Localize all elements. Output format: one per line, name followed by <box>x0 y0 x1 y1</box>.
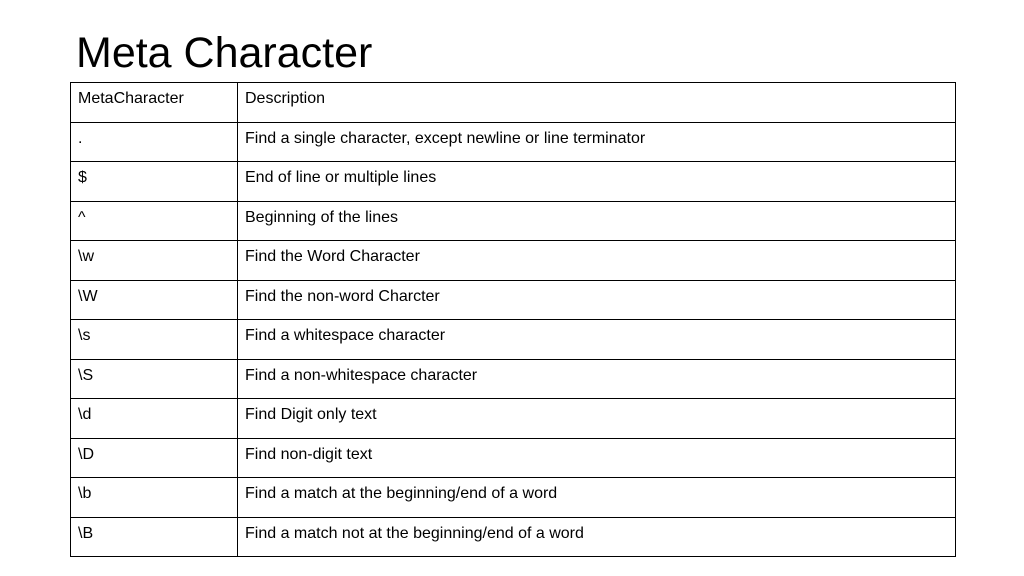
description-cell: Find a single character, except newline or line terminator <box>238 122 956 162</box>
description-cell: Find a non-whitespace character <box>238 359 956 399</box>
table-row <box>71 122 956 162</box>
description-cell: End of line or multiple lines <box>238 162 956 202</box>
table-header-row <box>71 83 956 123</box>
header-description: Description <box>238 83 956 123</box>
description-cell: Find the non-word Charcter <box>238 280 956 320</box>
table-row <box>71 280 956 320</box>
metacharacter-cell: \W <box>71 280 238 320</box>
table-row <box>71 517 956 557</box>
description-cell: Find a match at the beginning/end of a word <box>238 478 956 518</box>
metacharacter-cell: \s <box>71 320 238 360</box>
metacharacter-cell: \B <box>71 517 238 557</box>
metacharacter-cell: \w <box>71 241 238 281</box>
metacharacter-table <box>70 82 956 557</box>
metacharacter-cell: . <box>71 122 238 162</box>
table-row <box>71 399 956 439</box>
table-row <box>71 438 956 478</box>
metacharacter-cell: ^ <box>71 201 238 241</box>
table-row <box>71 359 956 399</box>
table-row <box>71 162 956 202</box>
description-cell: Beginning of the lines <box>238 201 956 241</box>
header-metacharacter: MetaCharacter <box>71 83 238 123</box>
metacharacter-cell: \d <box>71 399 238 439</box>
metacharacter-cell: \S <box>71 359 238 399</box>
table-row <box>71 241 956 281</box>
description-cell: Find the Word Character <box>238 241 956 281</box>
description-cell: Find a whitespace character <box>238 320 956 360</box>
table-row <box>71 478 956 518</box>
table-row <box>71 201 956 241</box>
slide-title: Meta Character <box>76 29 373 77</box>
description-cell: Find non-digit text <box>238 438 956 478</box>
description-cell: Find a match not at the beginning/end of a word <box>238 517 956 557</box>
metacharacter-cell: \b <box>71 478 238 518</box>
table-row <box>71 320 956 360</box>
description-cell: Find Digit only text <box>238 399 956 439</box>
metacharacter-cell: $ <box>71 162 238 202</box>
metacharacter-cell: \D <box>71 438 238 478</box>
